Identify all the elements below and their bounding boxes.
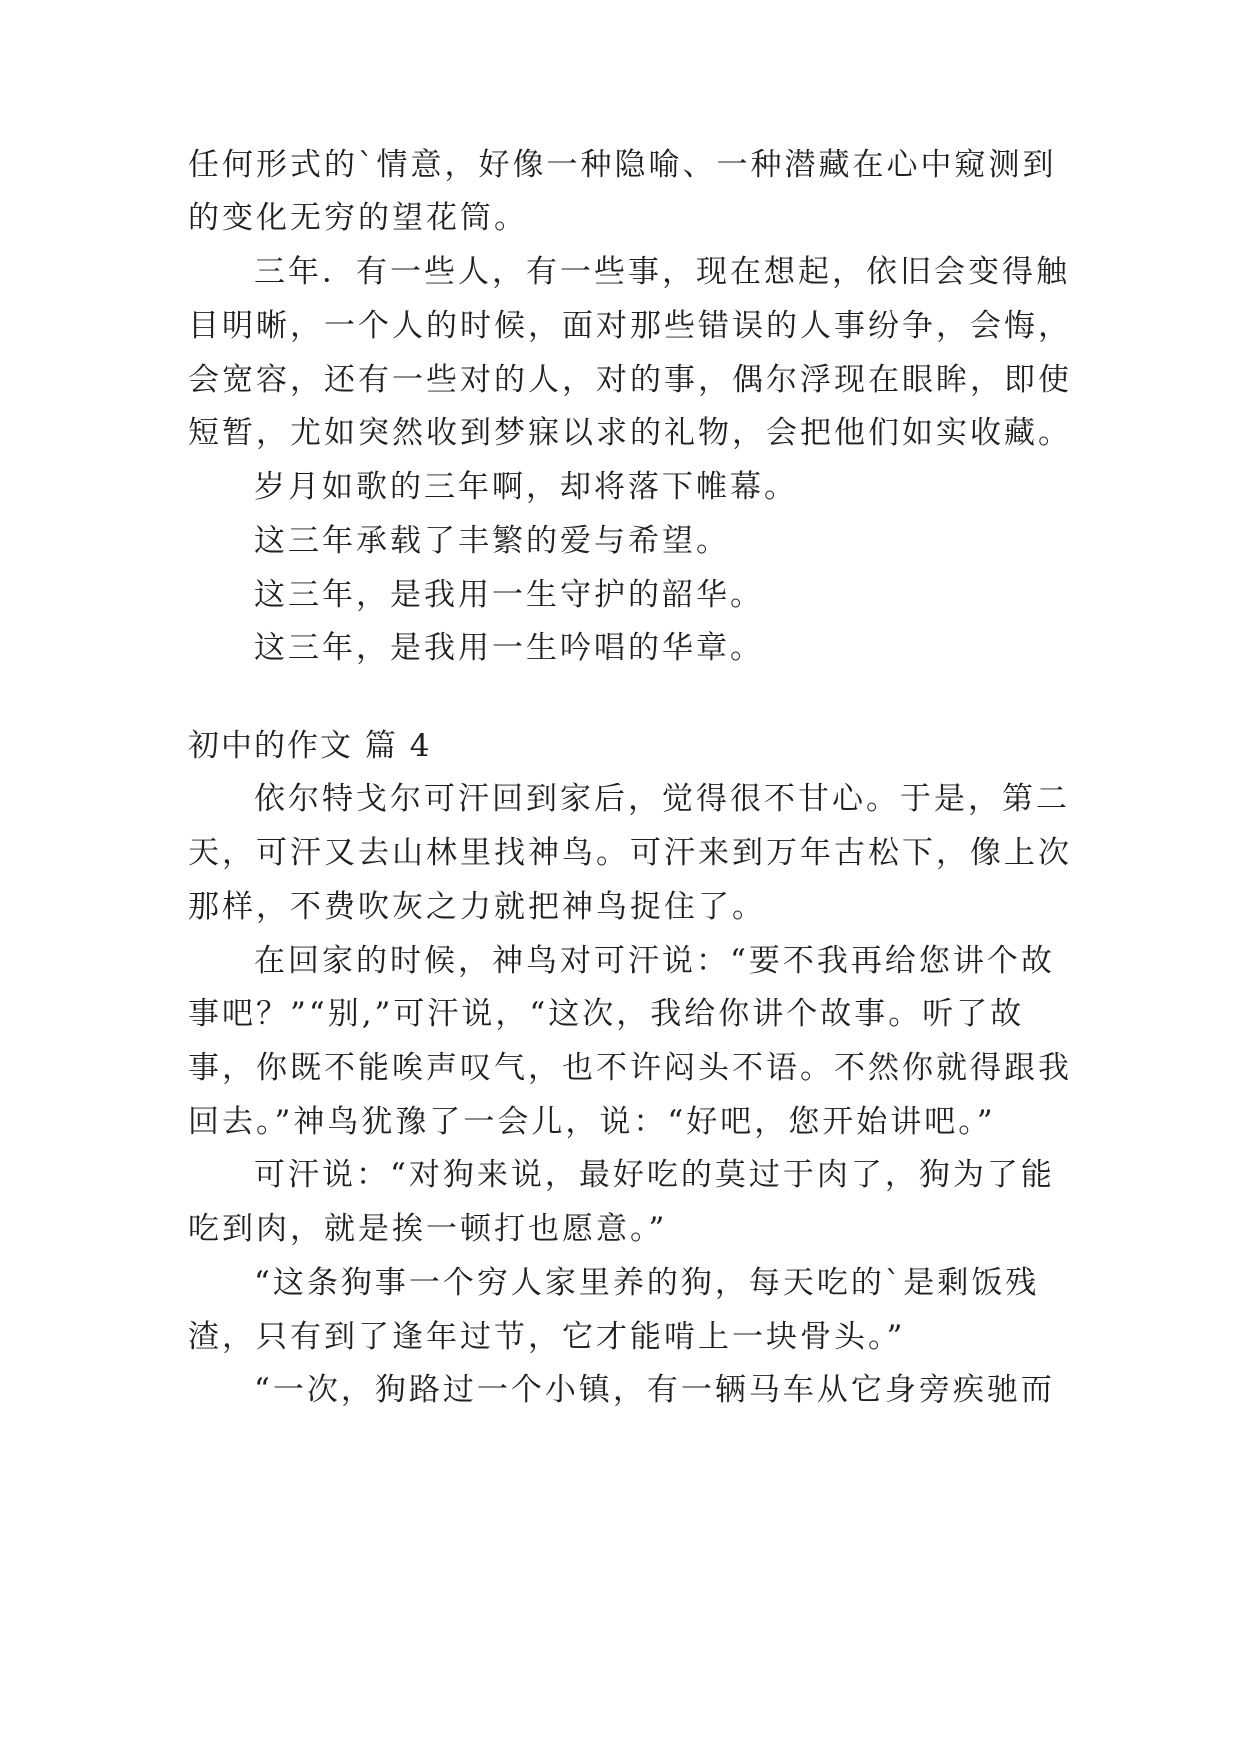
- text-line: 那样，不费吹灰之力就把神鸟捉住了。: [188, 889, 766, 925]
- paragraph-start: “这条狗事一个穷人家里养的狗，每天吃的`是剩饭残: [254, 1265, 1040, 1301]
- paragraph-start: 这三年，是我用一生吟唱的华章。: [254, 630, 764, 666]
- paragraph-start: 可汗说：“对狗来说，最好吃的莫过于肉了，狗为了能: [254, 1157, 1055, 1193]
- text-line: 渣，只有到了逢年过节，它才能啃上一块骨头。”: [188, 1319, 906, 1355]
- text-line: 任何形式的`情意，好像一种隐喻、一种潜藏在心中窥测到: [188, 147, 1057, 183]
- text-line: 天，可汗又去山林里找神鸟。可汗来到万年古松下，像上次: [188, 835, 1072, 871]
- paragraph-start: 依尔特戈尔可汗回到家后，觉得很不甘心。于是，第二: [254, 781, 1070, 817]
- document-page: [188, 0, 1072, 1754]
- paragraph-start: 三年．有一些人，有一些事，现在想起，依旧会变得触: [254, 254, 1070, 290]
- text-line: 短暂，尤如突然收到梦寐以求的礼物，会把他们如实收藏。: [188, 415, 1072, 451]
- text-line: 目明晰，一个人的时候，面对那些错误的人事纷争，会悔，: [188, 308, 1072, 344]
- paragraph-start: “一次，狗路过一个小镇，有一辆马车从它身旁疾驰而: [254, 1372, 1055, 1408]
- text-line: 吃到肉，就是挨一顿打也愿意。”: [188, 1211, 668, 1247]
- section-heading: 初中的作文 篇 4: [188, 728, 432, 764]
- paragraph-start: 在回家的时候，神鸟对可汗说：“要不我再给您讲个故: [254, 943, 1055, 979]
- text-line: 事吧？”“别,”可汗说，“这次，我给你讲个故事。听了故: [188, 996, 1025, 1032]
- text-line: 回去。”神鸟犹豫了一会儿，说：“好吧，您开始讲吧。”: [188, 1104, 996, 1140]
- paragraph-start: 这三年，是我用一生守护的韶华。: [254, 577, 764, 613]
- text-line: 事，你既不能唉声叹气，也不许闷头不语。不然你就得跟我: [188, 1050, 1072, 1086]
- paragraph-start: 岁月如歌的三年啊，却将落下帷幕。: [254, 469, 798, 505]
- text-line: 会宽容，还有一些对的人，对的事，偶尔浮现在眼眸，即使: [188, 362, 1072, 398]
- paragraph-start: 这三年承载了丰繁的爱与希望。: [254, 523, 730, 559]
- text-line: 的变化无穷的望花筒。: [188, 200, 528, 236]
